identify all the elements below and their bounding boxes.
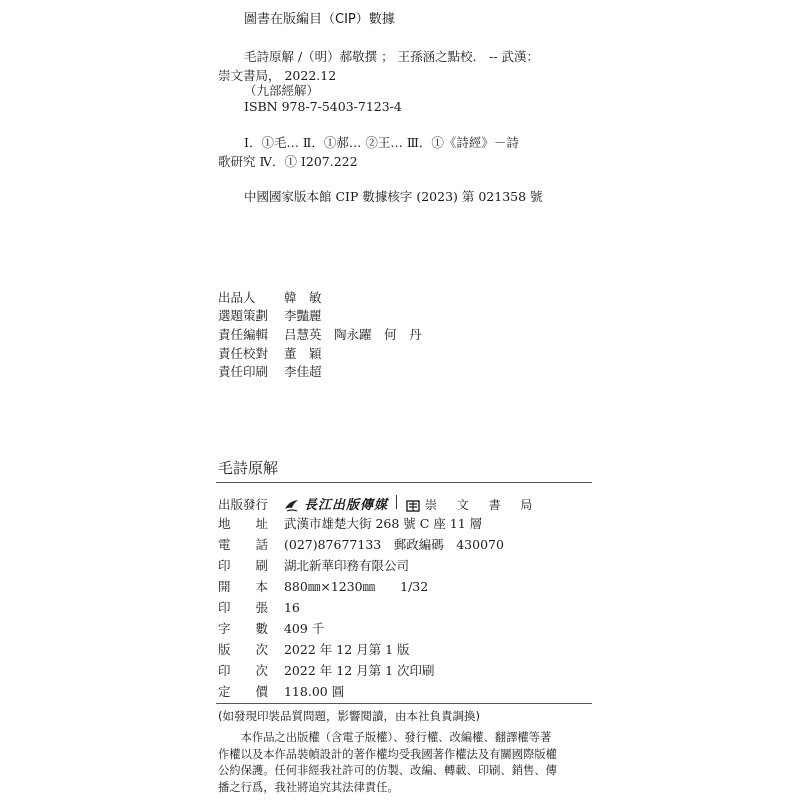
credit-label: 責任編輯 [218, 327, 269, 342]
credit-value: 董 穎 [283, 346, 322, 361]
credit-value: 韓 敏 [283, 290, 322, 305]
credit-label: 責任印刷 [218, 364, 269, 379]
spec-key: 電 話 [218, 537, 269, 552]
divider [216, 703, 592, 704]
spec-key: 字 數 [218, 621, 269, 636]
spec-row-impression [218, 661, 598, 679]
spec-row-phone [218, 535, 598, 553]
spec-key: 印 刷 [218, 558, 269, 573]
credit-label: 責任校對 [218, 346, 269, 361]
spec-value: 2022 年 12 月第 1 版 [283, 642, 410, 657]
logo-separator [396, 495, 397, 509]
cip-line-6: 歌研究 Ⅳ．① I207.222 [218, 154, 358, 169]
credit-label: 出品人 [218, 290, 256, 305]
cip-title: 圖書在版編目（CIP）數據 [244, 12, 395, 27]
spec-value: 武漢市雄楚大街 268 號 C 座 11 層 [283, 516, 483, 531]
book-title: 毛詩原解 [218, 459, 279, 477]
cip-line-3: （九部經解） [244, 83, 320, 98]
cip-line-5: Ⅰ．①毛… Ⅱ．①郝… ②王… Ⅲ．①《詩經》－詩 [244, 135, 519, 150]
publisher-logo-chongwen: 崇 文 書 局 [424, 498, 541, 512]
spec-row-format [218, 577, 598, 595]
credit-row-proofreader [218, 344, 322, 362]
spec-row-address [218, 514, 598, 532]
spec-value: 湖北新華印務有限公司 [283, 558, 409, 573]
credit-row-printing [218, 362, 322, 380]
spec-value: 16 [283, 600, 300, 615]
spec-key: 定 價 [218, 684, 269, 699]
cip-line-2: 崇文書局， 2022.12 [218, 68, 337, 83]
spec-row-printer [218, 556, 598, 574]
publisher-logos [284, 494, 540, 513]
copyright-notice [218, 730, 558, 796]
spec-row-edition [218, 640, 598, 658]
spec-value: (027)87677133 郵政編碼 430070 [283, 537, 504, 552]
publisher-bird-logo-icon [284, 499, 300, 513]
credit-row-producer [218, 288, 322, 306]
spec-value: 409 千 [283, 621, 325, 636]
chongwen-logo-icon [405, 499, 421, 513]
publisher-logo-changjiang: 長江出版傳媒 [303, 498, 388, 513]
spec-row-price [218, 682, 598, 700]
credit-row-editor [218, 325, 422, 343]
spec-value: 880㎜×1230㎜ 1/32 [283, 579, 429, 594]
cip-line-4: ISBN 978-7-5403-7123-4 [244, 99, 402, 114]
spec-key: 印 張 [218, 600, 269, 615]
spec-key: 開 本 [218, 579, 269, 594]
spec-key: 地 址 [218, 516, 269, 531]
cip-line-1: 毛詩原解 /（明）郝敬撰 ； 王孫涵之點校． -- 武漢： [244, 49, 540, 64]
spec-row-wordcount [218, 619, 598, 637]
spec-value: 2022 年 12 月第 1 次印刷 [283, 663, 435, 678]
spec-row-publisher [218, 494, 598, 513]
credit-row-planner [218, 306, 322, 324]
credit-value: 李佳超 [283, 364, 322, 379]
credit-value: 李豔麗 [283, 308, 322, 323]
copyright-text: 本作品之出版權（含電子版權）、發行權、改編權、翻譯權等著作權以及本作品裝幀設計的著作權均受我國著作權法及有關國際版權公約保護。任何非經我社許可的仿製、改編、轉載、印刷、銷售、傳播之行爲，我社將追究其法律責任。 [218, 731, 557, 794]
cip-line-7: 中國國家版本館 CIP 數據核字 (2023) 第 021358 號 [244, 189, 543, 204]
spec-row-sheets [218, 598, 598, 616]
spec-key: 版 次 [218, 642, 269, 657]
divider [216, 482, 592, 483]
spec-value: 118.00 圓 [283, 684, 345, 699]
quality-note: (如發現印裝品質問題，影響閱讀，由本社負責調換) [218, 709, 480, 723]
spec-key: 出版發行 [218, 497, 269, 512]
credit-label: 選題策劃 [218, 308, 269, 323]
credit-value: 吕慧英 陶永躍 何 丹 [283, 327, 422, 342]
spec-key: 印 次 [218, 663, 269, 678]
